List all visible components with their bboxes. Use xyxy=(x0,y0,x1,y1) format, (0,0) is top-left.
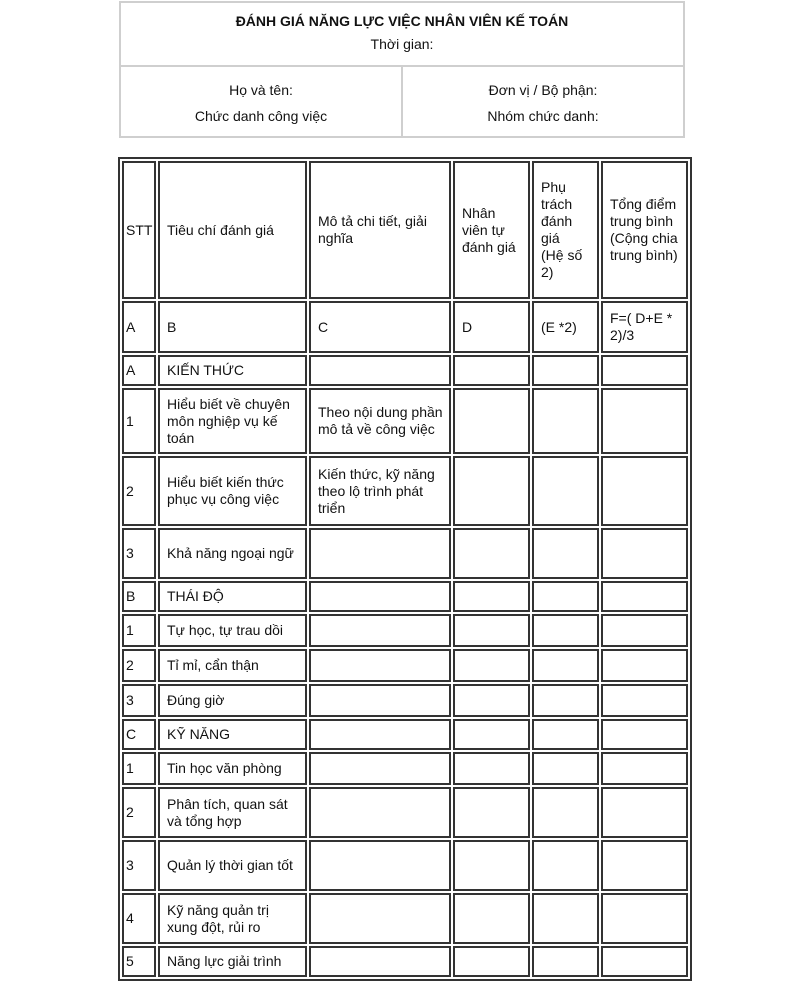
row-average-score-cell[interactable] xyxy=(601,355,688,386)
row-description xyxy=(309,893,451,944)
row-description xyxy=(309,840,451,891)
table-row xyxy=(122,946,688,977)
row-criterion: Đúng giờ xyxy=(158,684,307,717)
header-title-block xyxy=(121,3,683,67)
table-header-row xyxy=(122,161,688,299)
row-self-score-cell[interactable] xyxy=(453,456,530,526)
row-manager-score-cell[interactable] xyxy=(532,456,599,526)
column-header-average-score: Tổng điểm trung bình (Cộng chia trung bình) xyxy=(601,161,688,299)
row-manager-score-cell[interactable] xyxy=(532,388,599,454)
column-header-self-assessment: Nhân viên tự đánh giá xyxy=(453,161,530,299)
header-info-block xyxy=(121,67,683,138)
column-key-row xyxy=(122,301,688,353)
row-criterion: KỸ NĂNG xyxy=(158,719,307,750)
row-description xyxy=(309,528,451,579)
key-f: F=( D+E * 2)/3 xyxy=(601,301,688,353)
row-self-score-cell[interactable] xyxy=(453,388,530,454)
row-manager-score-cell[interactable] xyxy=(532,649,599,682)
row-stt: 2 xyxy=(122,649,156,682)
table-row xyxy=(122,840,688,891)
row-manager-score-cell[interactable] xyxy=(532,581,599,612)
row-self-score-cell[interactable] xyxy=(453,787,530,838)
column-header-manager-assessment: Phụ trách đánh giá (Hệ số 2) xyxy=(532,161,599,299)
row-average-score-cell[interactable] xyxy=(601,719,688,750)
row-description xyxy=(309,355,451,386)
row-self-score-cell[interactable] xyxy=(453,528,530,579)
row-average-score-cell[interactable] xyxy=(601,614,688,647)
row-average-score-cell[interactable] xyxy=(601,893,688,944)
row-stt: 3 xyxy=(122,840,156,891)
table-row xyxy=(122,893,688,944)
row-criterion: Tự học, tự trau dồi xyxy=(158,614,307,647)
table-row xyxy=(122,649,688,682)
evaluation-table-body xyxy=(122,161,688,977)
row-manager-score-cell[interactable] xyxy=(532,355,599,386)
row-average-score-cell[interactable] xyxy=(601,752,688,785)
key-a: A xyxy=(122,301,156,353)
row-description xyxy=(309,581,451,612)
row-description xyxy=(309,614,451,647)
row-description xyxy=(309,649,451,682)
row-description xyxy=(309,787,451,838)
row-stt: 3 xyxy=(122,684,156,717)
job-title-label: Chức danh công việc xyxy=(194,107,328,124)
table-row xyxy=(122,684,688,717)
row-average-score-cell[interactable] xyxy=(601,946,688,977)
form-title: ĐÁNH GIÁ NĂNG LỰC VIỆC NHÂN VIÊN KẾ TOÁN xyxy=(235,13,569,29)
unit-label: Đơn vị / Bộ phận: xyxy=(488,81,598,98)
table-row xyxy=(122,719,688,750)
row-manager-score-cell[interactable] xyxy=(532,684,599,717)
row-criterion: Năng lực giải trình xyxy=(158,946,307,977)
row-average-score-cell[interactable] xyxy=(601,649,688,682)
column-header-stt: STT xyxy=(122,161,156,299)
row-stt: 1 xyxy=(122,614,156,647)
row-stt: A xyxy=(122,355,156,386)
row-description xyxy=(309,719,451,750)
row-criterion: Tin học văn phòng xyxy=(158,752,307,785)
row-stt: 5 xyxy=(122,946,156,977)
key-d: D xyxy=(453,301,530,353)
table-row xyxy=(122,355,688,386)
row-manager-score-cell[interactable] xyxy=(532,614,599,647)
key-b: B xyxy=(158,301,307,353)
evaluation-table xyxy=(118,157,692,981)
row-stt: 1 xyxy=(122,752,156,785)
row-stt: 1 xyxy=(122,388,156,454)
row-self-score-cell[interactable] xyxy=(453,614,530,647)
row-average-score-cell[interactable] xyxy=(601,581,688,612)
row-manager-score-cell[interactable] xyxy=(532,528,599,579)
row-average-score-cell[interactable] xyxy=(601,840,688,891)
row-average-score-cell[interactable] xyxy=(601,684,688,717)
row-self-score-cell[interactable] xyxy=(453,893,530,944)
row-manager-score-cell[interactable] xyxy=(532,946,599,977)
row-stt: B xyxy=(122,581,156,612)
name-label: Họ và tên: xyxy=(229,81,293,98)
row-criterion: Hiểu biết kiến thức phục vụ công việc xyxy=(158,456,307,526)
row-description: Theo nội dung phần mô tả về công việc xyxy=(309,388,451,454)
row-average-score-cell[interactable] xyxy=(601,456,688,526)
row-stt: 2 xyxy=(122,456,156,526)
row-criterion: Kỹ năng quản trị xung đột, rủi ro xyxy=(158,893,307,944)
row-self-score-cell[interactable] xyxy=(453,752,530,785)
row-average-score-cell[interactable] xyxy=(601,528,688,579)
unit-info xyxy=(403,67,683,138)
row-self-score-cell[interactable] xyxy=(453,684,530,717)
row-description: Kiến thức, kỹ năng theo lộ trình phát triển xyxy=(309,456,451,526)
row-self-score-cell[interactable] xyxy=(453,840,530,891)
column-header-criterion: Tiêu chí đánh giá xyxy=(158,161,307,299)
row-criterion: Khả năng ngoại ngữ xyxy=(158,528,307,579)
row-average-score-cell[interactable] xyxy=(601,388,688,454)
row-self-score-cell[interactable] xyxy=(453,649,530,682)
table-row xyxy=(122,581,688,612)
row-stt: 2 xyxy=(122,787,156,838)
row-stt: 4 xyxy=(122,893,156,944)
table-row xyxy=(122,388,688,454)
time-label: Thời gian: xyxy=(370,36,434,52)
row-manager-score-cell[interactable] xyxy=(532,752,599,785)
group-label: Nhóm chức danh: xyxy=(487,107,599,124)
row-stt: 3 xyxy=(122,528,156,579)
table-row xyxy=(122,752,688,785)
row-criterion: THÁI ĐỘ xyxy=(158,581,307,612)
employee-info xyxy=(121,67,403,138)
form-header xyxy=(119,1,685,138)
row-self-score-cell[interactable] xyxy=(453,355,530,386)
key-c: C xyxy=(309,301,451,353)
row-description xyxy=(309,946,451,977)
row-self-score-cell[interactable] xyxy=(453,719,530,750)
table-row xyxy=(122,528,688,579)
table-row xyxy=(122,787,688,838)
key-e: (E *2) xyxy=(532,301,599,353)
row-criterion: Quản lý thời gian tốt xyxy=(158,840,307,891)
row-stt: C xyxy=(122,719,156,750)
row-criterion: Tỉ mỉ, cẩn thận xyxy=(158,649,307,682)
row-description xyxy=(309,684,451,717)
row-criterion: Phân tích, quan sát và tổng hợp xyxy=(158,787,307,838)
row-self-score-cell[interactable] xyxy=(453,581,530,612)
row-manager-score-cell[interactable] xyxy=(532,787,599,838)
row-average-score-cell[interactable] xyxy=(601,787,688,838)
table-row xyxy=(122,456,688,526)
row-description xyxy=(309,752,451,785)
row-criterion: Hiểu biết về chuyên môn nghiệp vụ kế toán xyxy=(158,388,307,454)
row-manager-score-cell[interactable] xyxy=(532,893,599,944)
row-manager-score-cell[interactable] xyxy=(532,719,599,750)
row-manager-score-cell[interactable] xyxy=(532,840,599,891)
row-self-score-cell[interactable] xyxy=(453,946,530,977)
table-row xyxy=(122,614,688,647)
column-header-description: Mô tả chi tiết, giải nghĩa xyxy=(309,161,451,299)
row-criterion: KIẾN THỨC xyxy=(158,355,307,386)
